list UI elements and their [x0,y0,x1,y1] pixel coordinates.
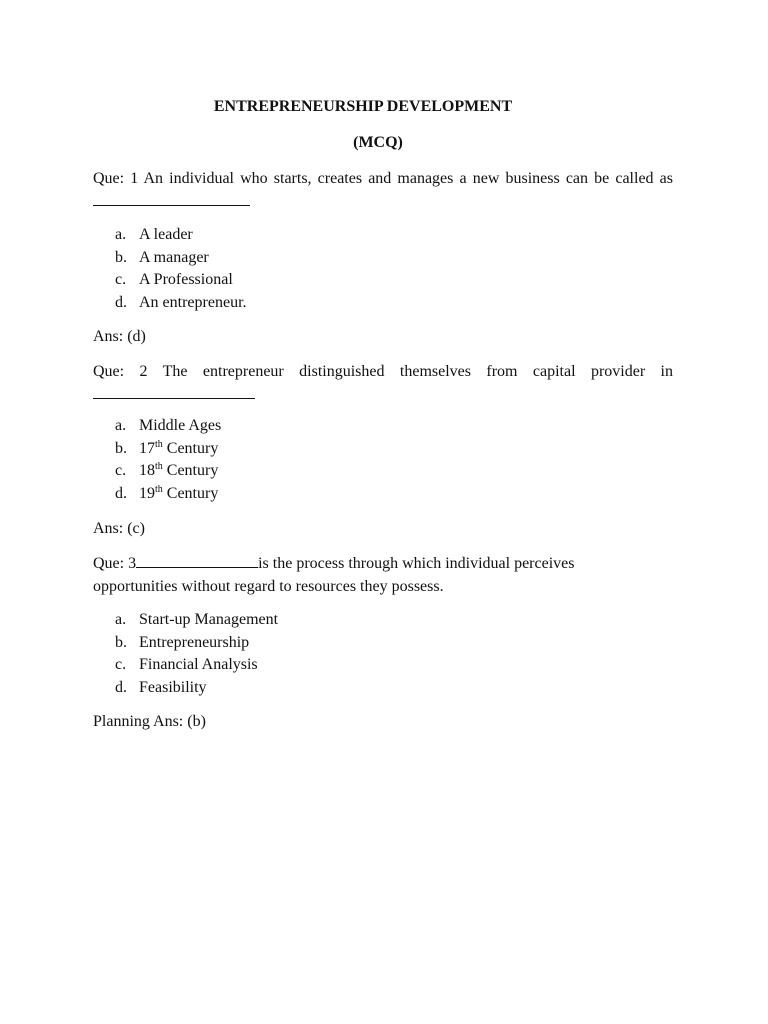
option-superscript: th [155,461,163,472]
question-2-blank [93,383,255,399]
question-1-blank [93,190,250,206]
option-letter: d. [115,293,127,311]
question-1-prefix: Que: 1 [93,170,139,187]
question-3-prefix: Que: 3 [93,555,137,572]
option-item [115,654,278,677]
question-3-answer: Planning Ans: (b) [93,713,206,730]
document-title: ENTREPRENEURSHIP DEVELOPMENT [213,98,513,115]
question-2-options [115,415,221,505]
option-text: Century [162,439,219,457]
option-item [115,247,247,270]
option-number: 17 [139,439,155,457]
question-2-prefix: Que: 2 [93,363,148,380]
option-letter: c. [115,271,127,288]
question-2-answer: Ans: (c) [93,520,145,537]
option-superscript: th [155,483,163,495]
question-1-text: An individual who starts, creates and manages a new business can be called as [143,170,673,187]
option-letter: c. [115,656,127,673]
question-3-blank [136,552,258,568]
option-text: Feasibility [139,678,207,696]
option-item [115,460,221,483]
option-text: A leader [139,226,193,243]
option-item [115,632,278,655]
option-letter: a. [115,417,127,434]
question-1 [93,167,673,213]
option-text: Financial Analysis [139,656,258,673]
option-number: 18 [139,462,155,479]
question-3-text: is the process through which individual perceives opportunities without regard to resources they possess. [93,555,575,595]
option-letter: b. [115,439,127,457]
option-text: An entrepreneur. [139,293,247,311]
document-subtitle: (MCQ) [353,134,403,151]
option-item [115,438,221,461]
option-item [115,609,278,632]
option-text: A Professional [139,271,233,288]
option-text: Start-up Management [139,611,279,628]
question-3 [93,552,653,598]
option-text: A manager [139,248,209,266]
option-item [115,415,221,438]
option-letter: b. [115,633,127,651]
question-2-text: The entrepreneur distinguished themselves from capital provider in [162,363,674,380]
question-2-blank-line [93,383,673,406]
option-text: Entrepreneurship [139,633,250,651]
question-2 [93,360,673,383]
option-letter: d. [115,678,127,696]
option-superscript: th [155,438,163,450]
option-letter: b. [115,248,127,266]
option-text: Century [162,484,219,502]
option-number: 19 [139,484,155,502]
option-letter: a. [115,611,127,628]
option-item [115,269,247,292]
option-letter: c. [115,462,127,479]
option-letter: a. [115,226,127,243]
option-item [115,483,221,506]
option-text: Century [162,462,219,479]
question-1-options [115,224,247,314]
option-letter: d. [115,484,127,502]
question-1-answer: Ans: (d) [93,328,146,345]
option-text: Middle Ages [139,417,222,434]
option-item [115,677,278,700]
option-item [115,224,247,247]
question-3-options [115,609,278,699]
option-item [115,292,247,315]
